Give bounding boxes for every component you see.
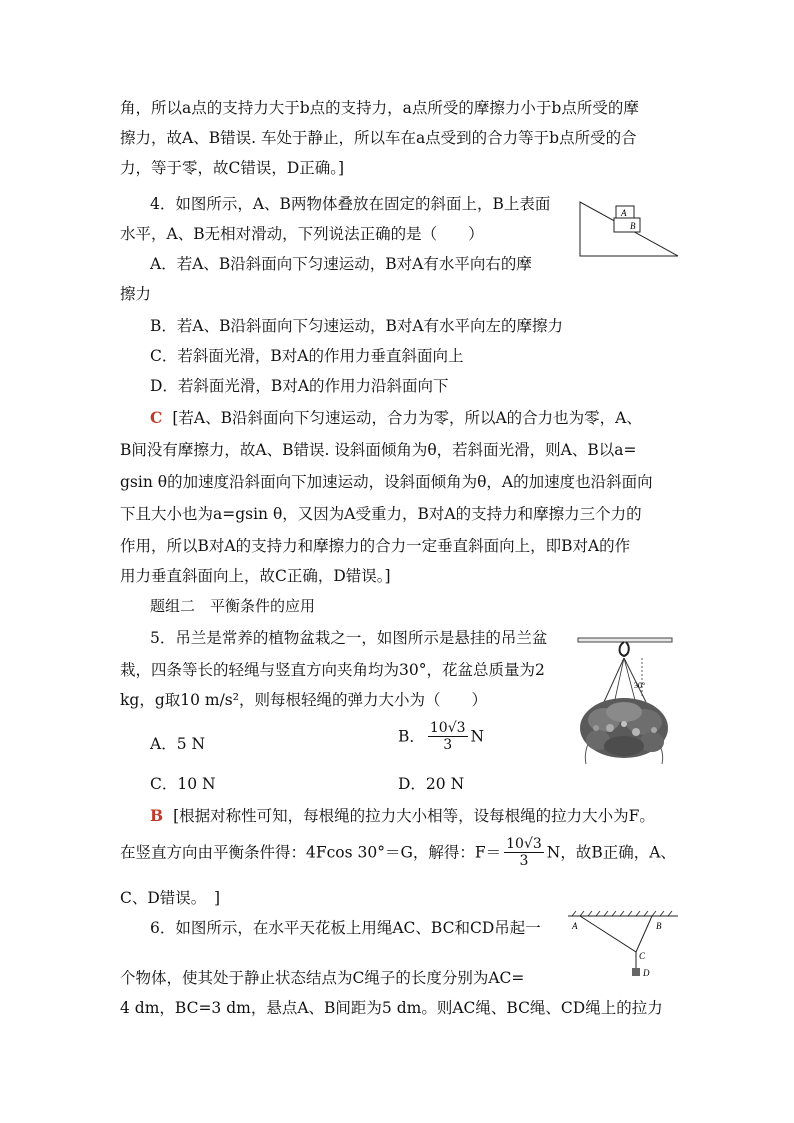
rope-ac [580, 916, 636, 952]
ceiling-rope-figure [566, 908, 680, 980]
question-5-stem-1: 5．吊兰是常养的植物盆栽之一，如图所示是悬挂的吊兰盆 [150, 629, 548, 647]
answer-5-fraction [504, 836, 544, 869]
label-a: A [621, 208, 627, 218]
answer-5-line-3: C、D错误。 ] [120, 889, 221, 907]
point-c-label: C [639, 951, 646, 961]
angle-label: 30° [634, 681, 646, 690]
block-b [614, 218, 640, 232]
question-5-option-a: A．5 N [150, 735, 206, 753]
ceiling-bar [578, 638, 672, 642]
answer-5-text-2-end: N，故B正确，A、 [546, 843, 676, 862]
text-line-2: 擦力，故A、B错误. 车处于静止，所以车在a点受到的合力等于b点所受的合 [120, 129, 637, 147]
option-b-unit: N [470, 727, 485, 746]
question-4-option-a: A．若A、B沿斜面向下匀速运动，B对A有水平向右的摩 [150, 255, 532, 273]
answer-5-line-1 [150, 806, 655, 826]
question-6-stem-1: 6．如图所示，在水平天花板上用绳AC、BC和CD吊起一 [150, 919, 541, 937]
question-6-stem-3: 4 dm，BC=3 dm，悬点A、B间距为5 dm。则AC绳、BC绳、CD绳上的拉力 [120, 999, 663, 1017]
rope-2 [624, 658, 646, 702]
hanging-plant-figure [574, 632, 676, 768]
answer-5-text-2: 在竖直方向由平衡条件得：4Fcos 30°＝G，解得：F＝ [120, 843, 502, 862]
option-b-fraction [428, 720, 468, 753]
answer-4-line-4: 下且大小也为a=gsin θ，又因为A受重力，B对A的支持力和摩擦力三个力的 [120, 505, 642, 523]
question-5-option-b [398, 720, 484, 753]
rope-1 [604, 658, 624, 702]
text-line-3: 力，等于零，故C错误，D正确。] [120, 159, 345, 177]
text-line-1: 角，所以a点的支持力大于b点的支持力，a点所受的摩擦力小于b点所受的摩 [120, 99, 639, 117]
hanging-weight [632, 968, 640, 976]
rope-bc [636, 916, 652, 952]
incline-figure [576, 198, 682, 260]
point-a-label: A [572, 921, 578, 931]
question-4-option-d: D．若斜面光滑，B对A的作用力沿斜面向下 [150, 377, 449, 395]
fraction-numerator: 10√3 [429, 720, 466, 736]
answer-4-line-2: B间没有摩擦力，故A、B错误. 设斜面倾角为θ，若斜面光滑，则A、B以a= [120, 441, 637, 459]
answer-4-line-5: 作用，所以B对A的支持力和摩擦力的合力一定垂直斜面向上，即B对A的作 [120, 537, 631, 555]
answer-4-letter: C [150, 408, 163, 427]
answer-5-letter: B [150, 806, 164, 825]
point-d-label: D [643, 968, 650, 978]
question-5-option-d: D．20 N [398, 775, 465, 793]
answer-4-text-1: [若A、B沿斜面向下匀速运动，合力为零，所以A的合力也为零，A、 [172, 409, 642, 427]
answer-4-line-1 [150, 408, 642, 428]
ceiling-hatch [572, 911, 672, 916]
question-5-stem-3: kg，g取10 m/s²，则每根轻绳的弹力大小为（ ） [120, 691, 487, 709]
question-4-stem-2: 水平，A、B无相对滑动，下列说法正确的是（ ） [120, 225, 484, 243]
hook-icon [620, 642, 629, 656]
label-b: B [630, 221, 636, 231]
question-4-option-a-cont: 擦力 [120, 285, 152, 303]
answer-5-line-2 [120, 836, 676, 869]
option-b-prefix: B． [398, 727, 425, 746]
rope-3 [614, 658, 624, 704]
question-5-option-c: C．10 N [150, 775, 216, 793]
question-6-stem-2: 个物体，使其处于静止状态结点为C绳子的长度分别为AC= [120, 969, 525, 987]
section-heading-group-2: 题组二 平衡条件的应用 [150, 597, 316, 615]
question-4-stem-1: 4．如图所示，A、B两物体叠放在固定的斜面上，B上表面 [150, 195, 551, 213]
fraction-numerator: 10√3 [506, 836, 542, 852]
question-4-option-b: B．若A、B沿斜面向下匀速运动，B对A有水平向左的摩擦力 [150, 317, 564, 335]
plant-foliage-icon [580, 698, 668, 764]
answer-5-text-1: [根据对称性可知，每根绳的拉力大小相等，设每根绳的拉力大小为F。 [173, 807, 655, 825]
point-b-label: B [656, 921, 662, 931]
question-5-stem-2: 栽，四条等长的轻绳与竖直方向夹角均为30°，花盆总质量为2 [120, 661, 545, 679]
fraction-denominator: 3 [519, 853, 529, 869]
fraction-denominator: 3 [443, 737, 453, 753]
question-4-option-c: C．若斜面光滑，B对A的作用力垂直斜面向上 [150, 347, 464, 365]
answer-4-line-6: 用力垂直斜面向上，故C正确，D错误。] [120, 567, 391, 585]
answer-4-line-3: gsin θ的加速度沿斜面向下加速运动，设斜面倾角为θ，A的加速度也沿斜面向 [120, 473, 653, 491]
